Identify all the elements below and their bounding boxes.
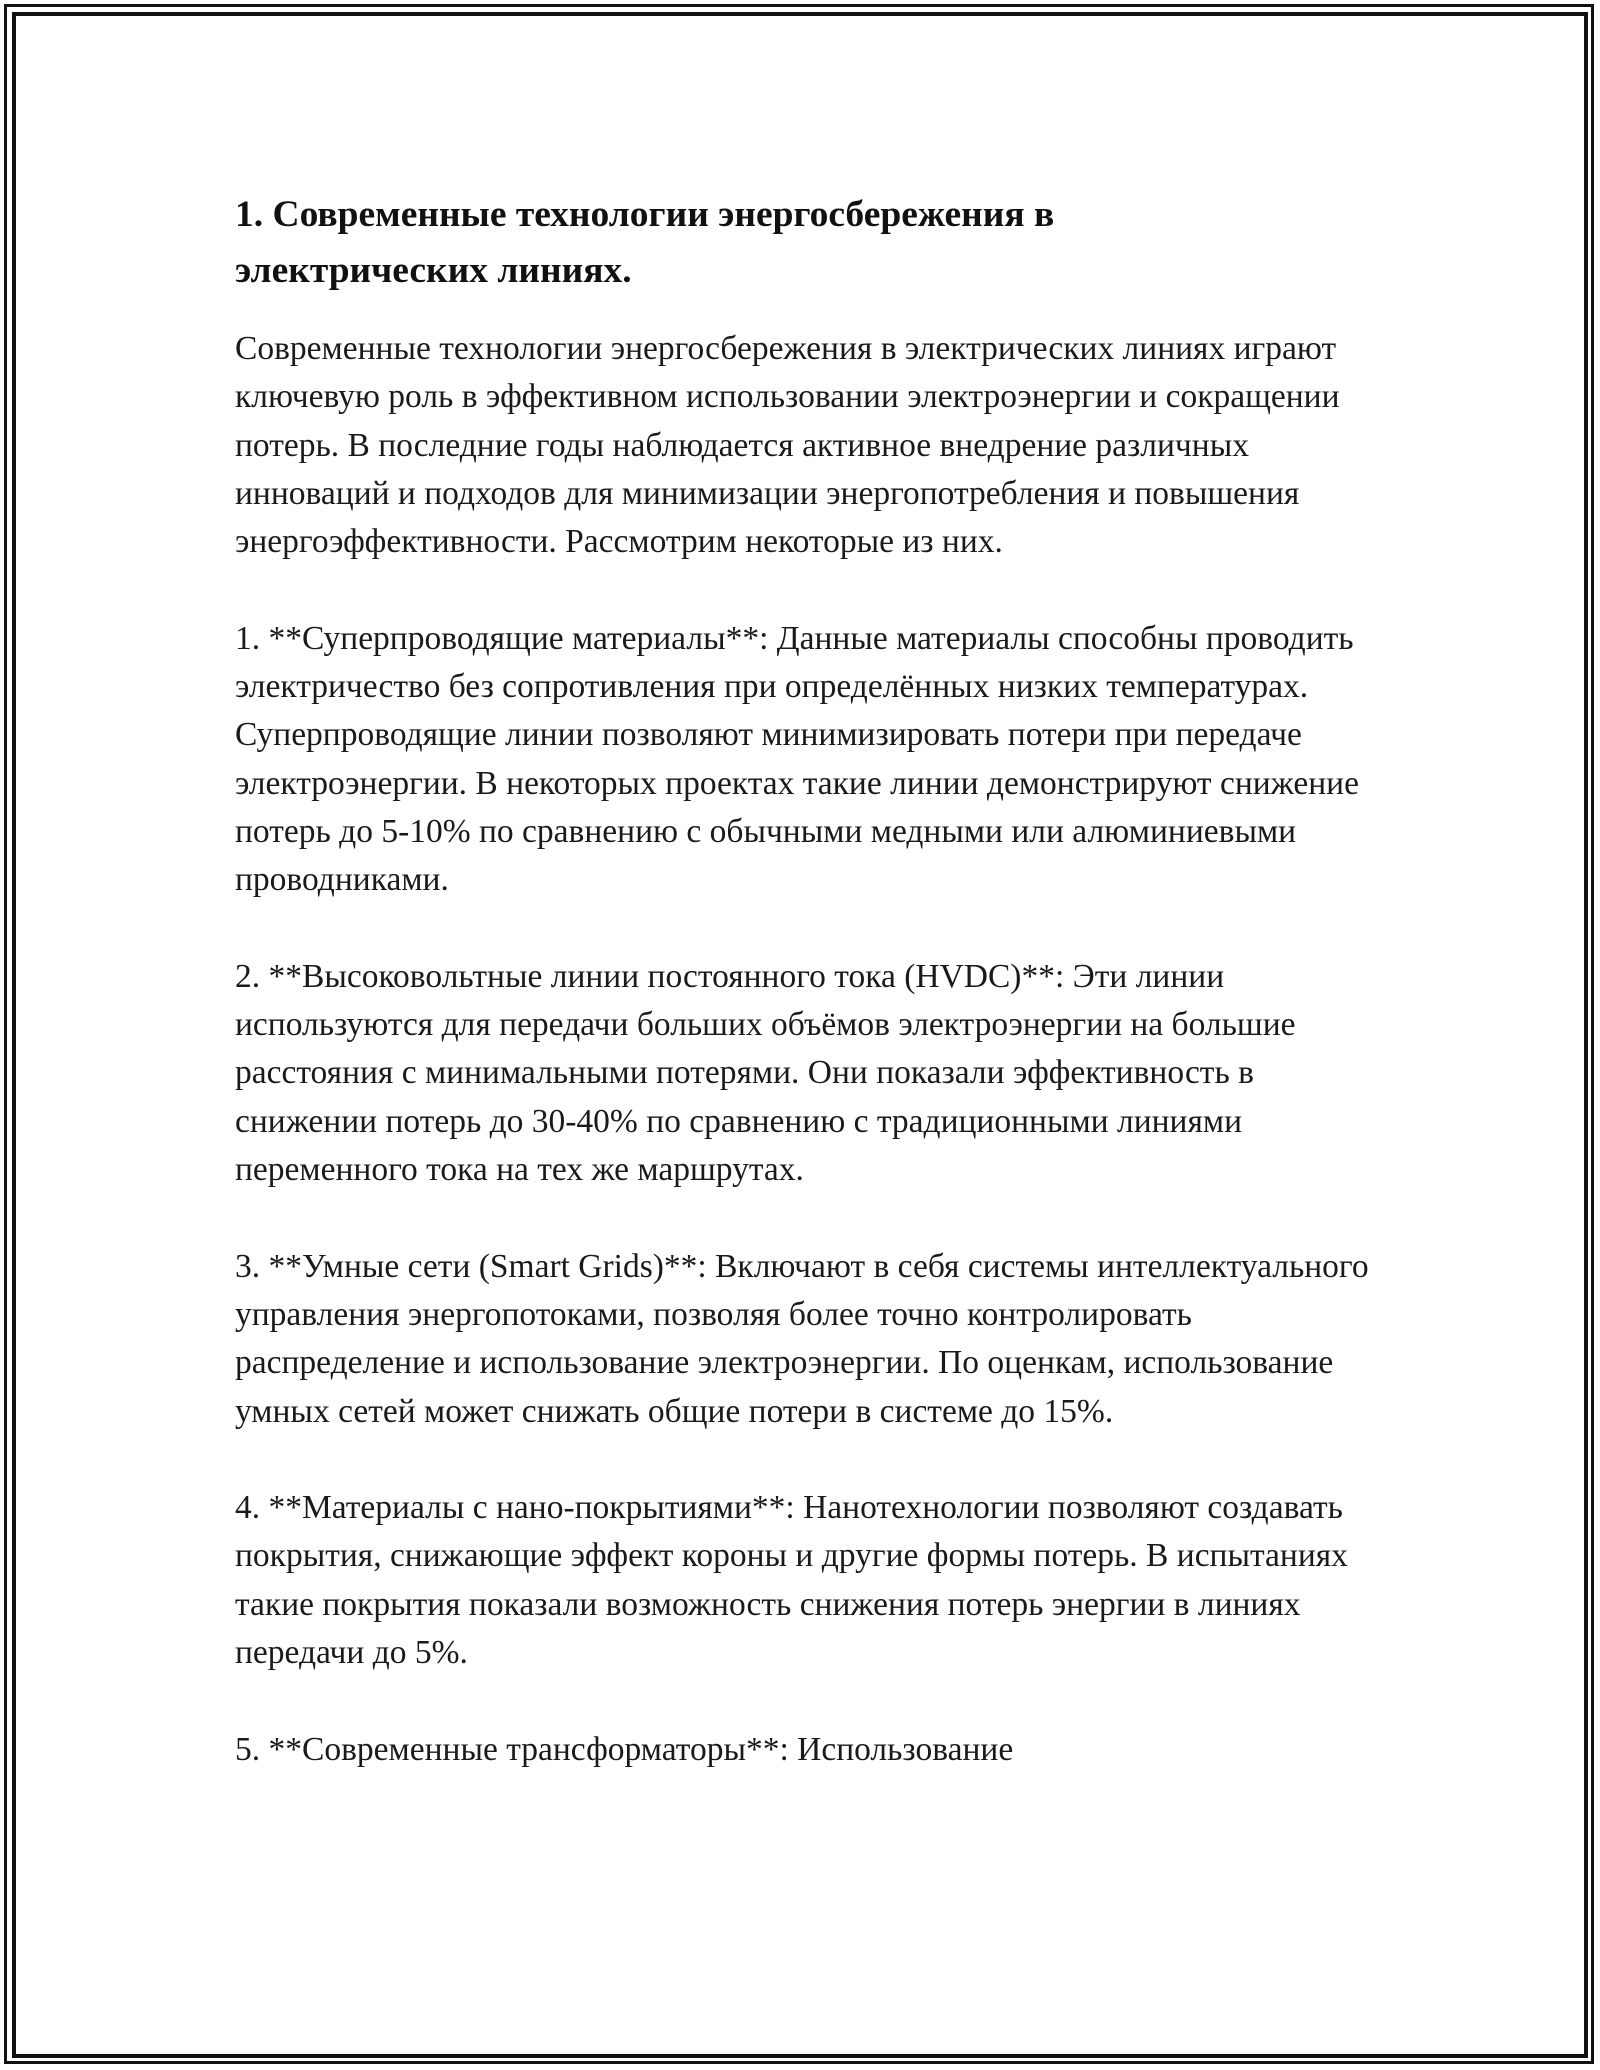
list-item-hvdc-lines: 2. **Высоковольтные линии постоянного тока (HVDC)**: Эти линии используются для передачи больших объёмов электроэнергии на большие расстояния с минимальными потерями. Они показали эффективность в снижении потерь до 30-40% по сравнению с традиционными линиями переменного тока на тех же маршрутах. [235, 957, 1296, 1189]
list-item-nano-coatings: 4. **Материалы с нано-покрытиями**: Нанотехнологии позволяют создавать покрытия, снижающие эффект короны и другие формы потерь. В испытаниях такие покрытия показали возможность снижения потерь энергии в линиях передачи до 5%. [235, 1489, 1348, 1672]
document-body [235, 187, 1395, 1774]
document-title: 1. Современные технологии энергосбережения в электрических линиях. [235, 194, 1055, 291]
list-item-superconducting-materials: 1. **Суперпроводящие материалы**: Данные материалы способны проводить электричество без сопротивления при определённых низких температурах. Суперпроводящие линии позволяют минимизировать потери при передаче электроэнергии. В некоторых проектах такие линии демонстрируют снижение потерь до 5-10% по сравнению с обычными медными или алюминиевыми проводниками. [235, 619, 1359, 899]
list-item-modern-transformers: 5. **Современные трансформаторы**: Использование [235, 1730, 1014, 1768]
intro-paragraph: Современные технологии энергосбережения в электрических линиях играют ключевую роль в эффективном использовании электроэнергии и сокращении потерь. В последние годы наблюдается активное внедрение различных инноваций и подходов для минимизации энергопотребления и повышения энергоэффективности. Рассмотрим некоторые из них. [235, 330, 1340, 561]
list-item-smart-grids: 3. **Умные сети (Smart Grids)**: Включают в себя системы интеллектуального управления энергопотоками, позволяя более точно контролировать распределение и использование электроэнергии. По оценкам, использование умных сетей может снижать общие потери в системе до 15%. [235, 1247, 1369, 1430]
